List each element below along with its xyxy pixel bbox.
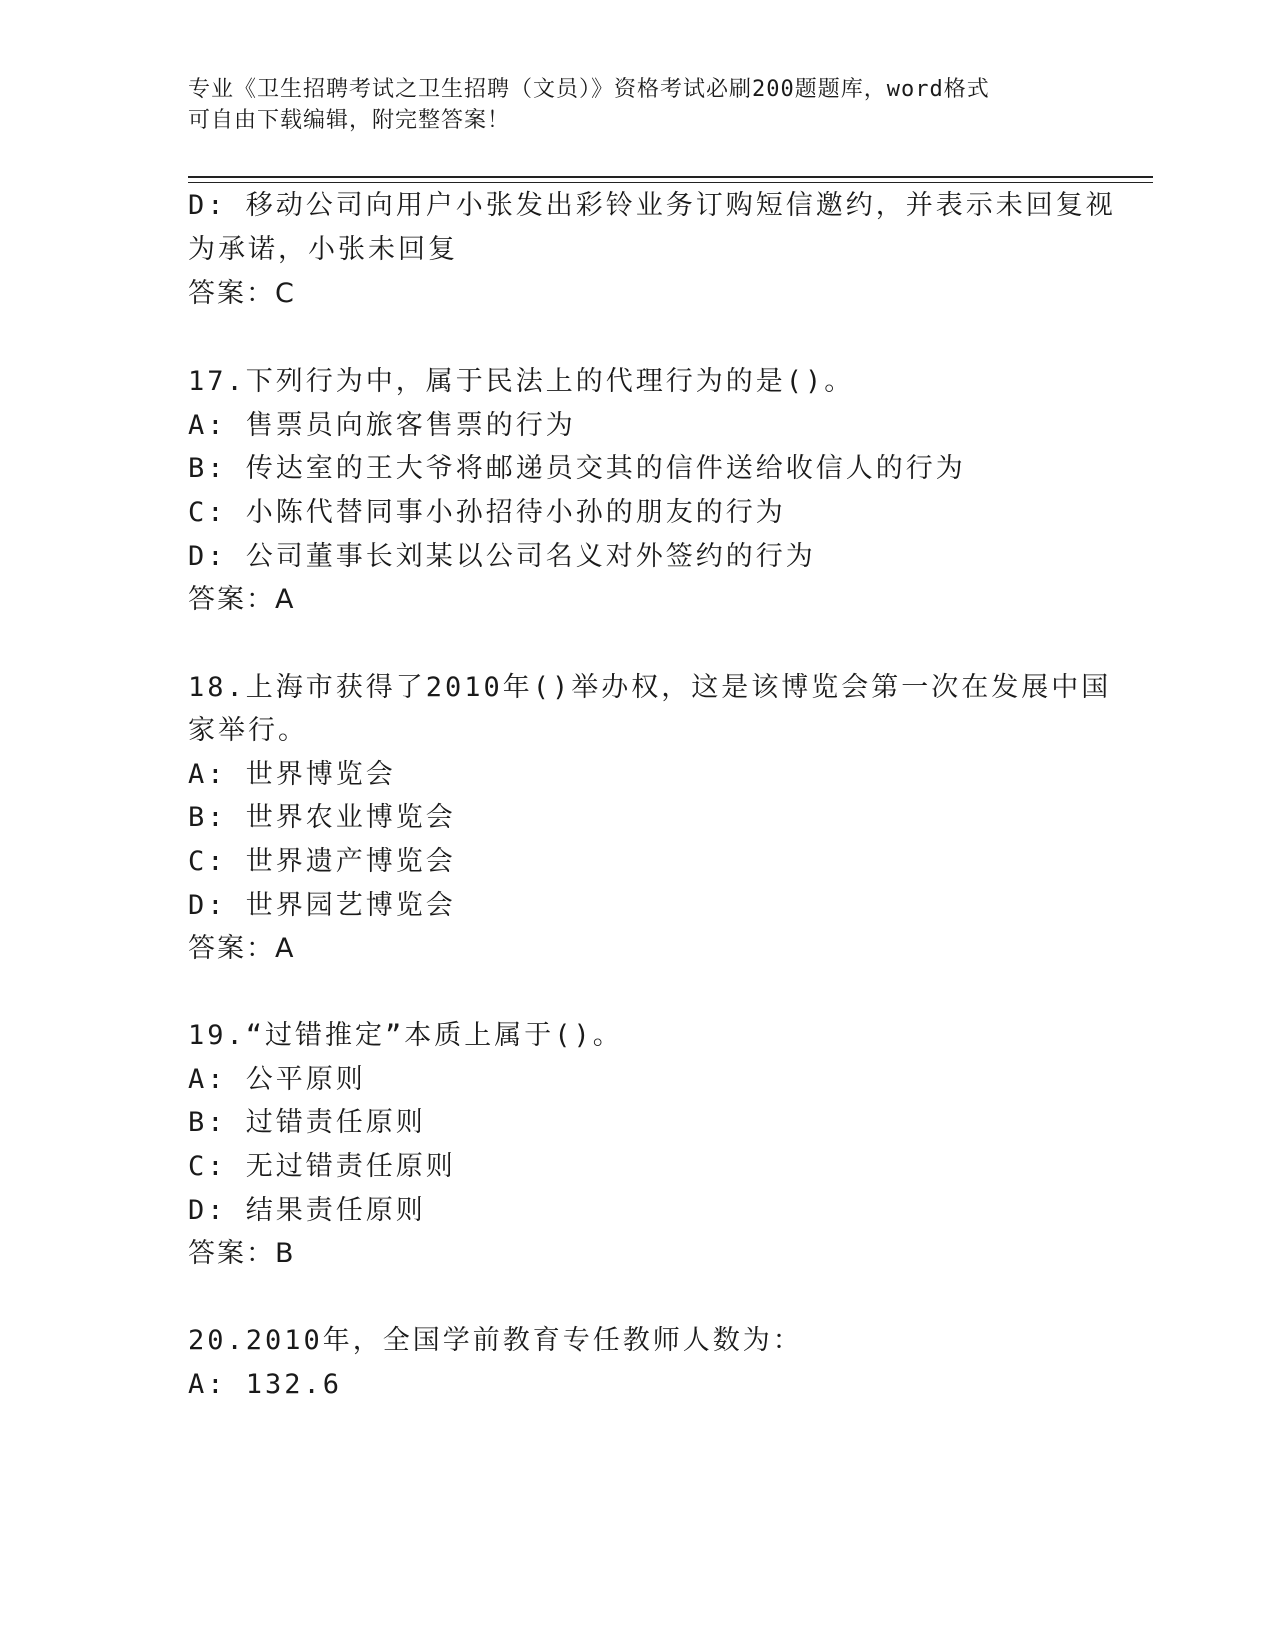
header-divider-thick <box>188 176 1153 178</box>
q17-option-d: D: 公司董事长刘某以公司名义对外签约的行为 <box>188 541 816 572</box>
prev-option-d-line-2: 为承诺，小张未回复 <box>188 234 458 265</box>
q17-option-c: C: 小陈代替同事小孙招待小孙的朋友的行为 <box>188 497 786 528</box>
q17-option-b: B: 传达室的王大爷将邮递员交其的信件送给收信人的行为 <box>188 453 966 484</box>
q19-option-c: C: 无过错责任原则 <box>188 1151 456 1182</box>
q20-stem: 20.2010年，全国学前教育专任教师人数为： <box>188 1325 803 1356</box>
prev-answer: 答案：C <box>188 278 296 309</box>
q18-option-c: C: 世界遗产博览会 <box>188 846 456 877</box>
q18-option-b: B: 世界农业博览会 <box>188 802 456 833</box>
q19-option-b: B: 过错责任原则 <box>188 1107 426 1138</box>
header-title-line-1: 专业《卫生招聘考试之卫生招聘（文员）》资格考试必刷200题题库，word格式 <box>188 77 990 102</box>
prev-option-d-line-1: D: 移动公司向用户小张发出彩铃业务订购短信邀约，并表示未回复视 <box>188 190 1116 221</box>
q18-stem-line-1: 18.上海市获得了2010年()举办权，这是该博览会第一次在发展中国 <box>188 672 1112 703</box>
q17-option-a: A: 售票员向旅客售票的行为 <box>188 410 576 441</box>
document-header <box>188 74 1088 136</box>
q19-stem: 19.“过错推定”本质上属于()。 <box>188 1020 623 1051</box>
q19-option-a: A: 公平原则 <box>188 1064 366 1095</box>
q18-stem-line-2: 家举行。 <box>188 715 308 746</box>
q17-answer: 答案：A <box>188 584 296 615</box>
q19-answer: 答案：B <box>188 1238 296 1269</box>
header-title-line-2: 可自由下载编辑，附完整答案！ <box>188 108 511 133</box>
q19-option-d: D: 结果责任原则 <box>188 1195 426 1226</box>
header-divider-thin <box>188 182 1153 183</box>
q17-stem: 17.下列行为中，属于民法上的代理行为的是()。 <box>188 366 855 397</box>
q18-option-a: A: 世界博览会 <box>188 759 396 790</box>
q18-option-d: D: 世界园艺博览会 <box>188 890 456 921</box>
q20-option-a: A: 132.6 <box>188 1369 343 1400</box>
q18-answer: 答案：A <box>188 933 296 964</box>
